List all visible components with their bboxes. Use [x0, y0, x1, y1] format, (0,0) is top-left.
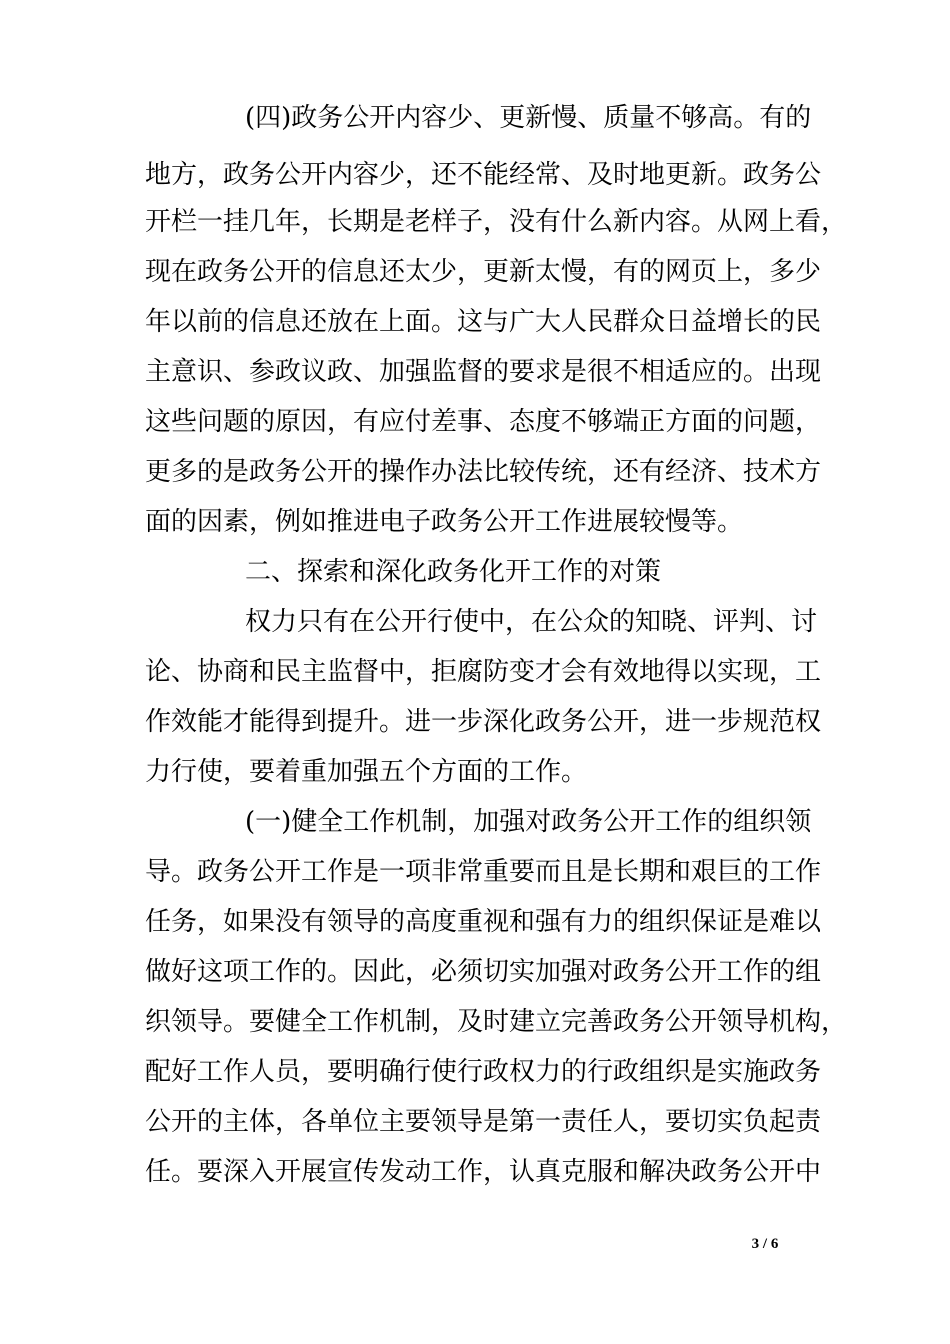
text-line: 开栏一挂几年，长期是老样子，没有什么新内容。从网上看，	[145, 207, 848, 237]
text-line: (四)政务公开内容少、更新慢、质量不够高。有的	[245, 103, 812, 133]
text-line: 面的因素，例如推进电子政务公开工作进展较慢等。	[145, 507, 744, 537]
text-line: 任务，如果没有领导的高度重视和强有力的组织保证是难以	[145, 907, 822, 937]
text-line: 这些问题的原因，有应付差事、态度不够端正方面的问题，	[145, 407, 822, 437]
text-line: 做好这项工作的。因此，必须切实加强对政务公开工作的组	[145, 957, 822, 987]
text-line: 力行使，要着重加强五个方面的工作。	[145, 757, 588, 787]
text-line: 更多的是政务公开的操作办法比较传统，还有经济、技术方	[145, 457, 822, 487]
page-number: 3 / 6	[751, 1236, 779, 1252]
text-line: 年以前的信息还放在上面。这与广大人民群众日益增长的民	[145, 307, 822, 337]
text-line: 地方，政务公开内容少，还不能经常、及时地更新。政务公	[145, 160, 822, 190]
text-line: (一)健全工作机制，加强对政务公开工作的组织领	[245, 807, 812, 837]
text-line: 权力只有在公开行使中，在公众的知晓、评判、讨	[245, 607, 818, 637]
text-line: 作效能才能得到提升。进一步深化政务公开，进一步规范权	[145, 707, 822, 737]
text-line: 公开的主体，各单位主要领导是第一责任人，要切实负起责	[145, 1107, 822, 1137]
text-line: 主意识、参政议政、加强监督的要求是很不相适应的。出现	[145, 357, 822, 387]
section-heading: 二、探索和深化政务化开工作的对策	[245, 557, 662, 587]
text-line: 任。要深入开展宣传发动工作，认真克服和解决政务公开中	[145, 1157, 822, 1187]
text-line: 论、协商和民主监督中，拒腐防变才会有效地得以实现，工	[145, 657, 822, 687]
text-line: 导。政务公开工作是一项非常重要而且是长期和艰巨的工作	[145, 857, 822, 887]
text-line: 配好工作人员，要明确行使行政权力的行政组织是实施政务	[145, 1057, 822, 1087]
text-line: 织领导。要健全工作机制，及时建立完善政务公开领导机构，	[145, 1007, 848, 1037]
text-line: 现在政务公开的信息还太少，更新太慢，有的网页上，多少	[145, 257, 822, 287]
